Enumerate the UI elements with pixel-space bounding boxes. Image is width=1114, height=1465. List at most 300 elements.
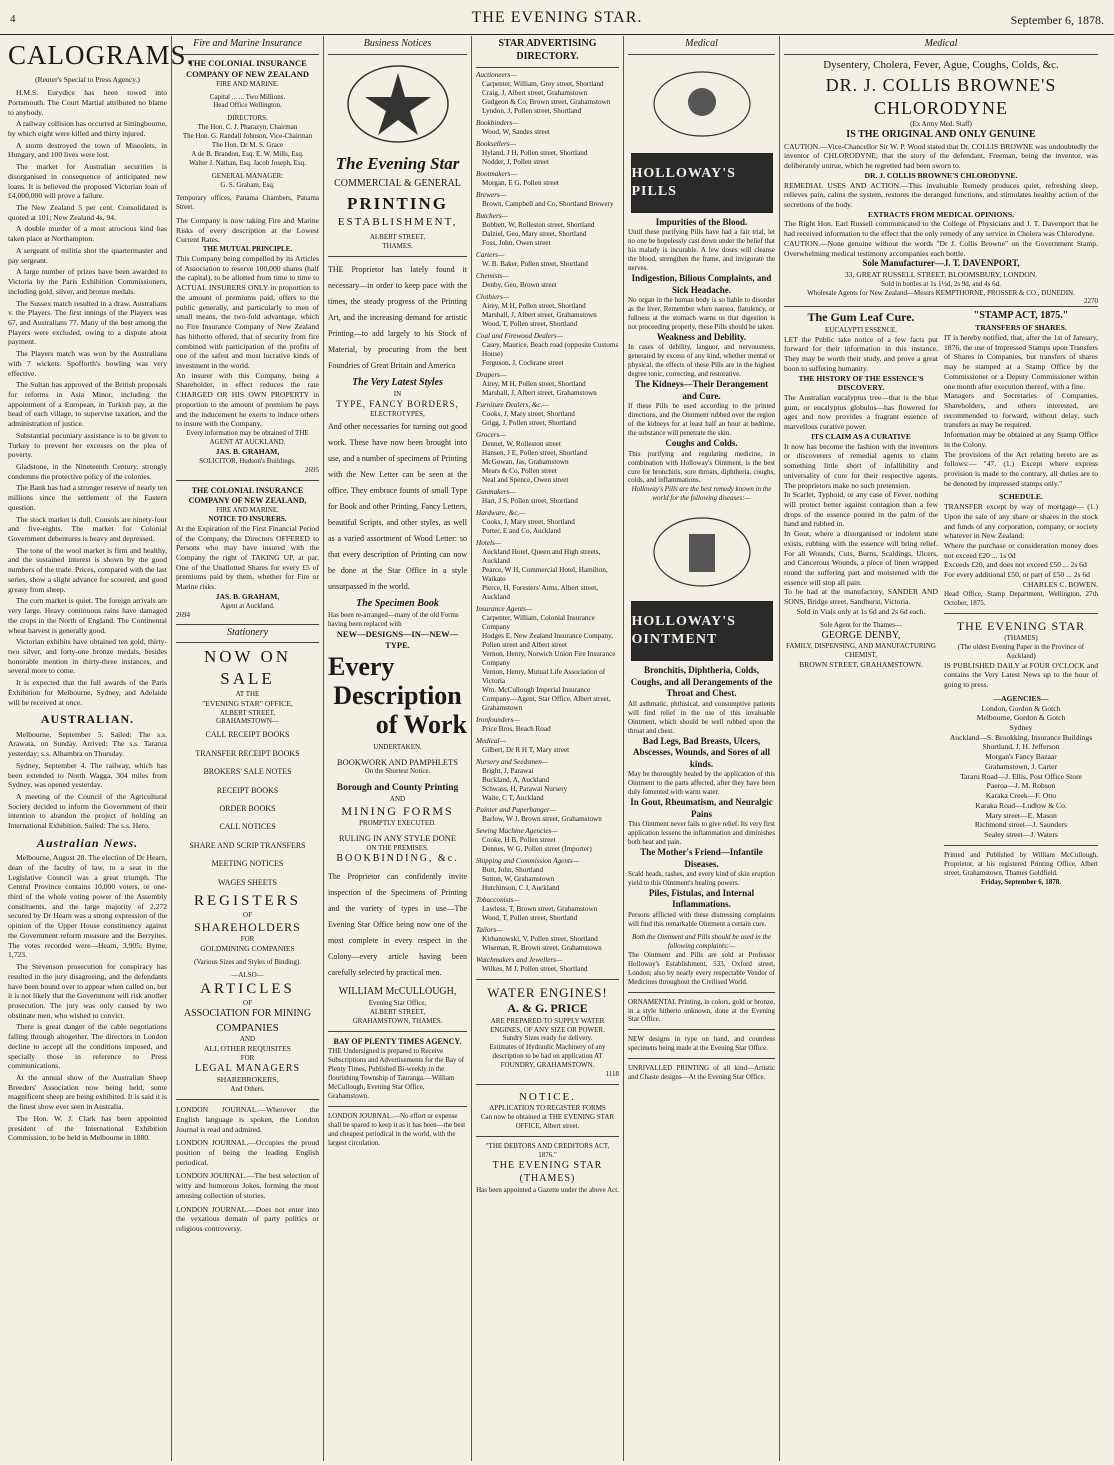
gum-leaf-body: LET the Public take notice of a few facts put forward for their information in this instance. They may be worth their study, and prove a great boon to suffering humanity. bbox=[784, 334, 938, 373]
articles: ARTICLES bbox=[200, 981, 295, 998]
holloway-footer-2: The Ointment and Pills are sold at Professor Holloway's Establishment, 533, Oxford street, London; also by nearly every respectable Vendor of Medicines throughout the Civilised World. bbox=[628, 950, 775, 986]
owner-name: WILLIAM McCULLOUGH, bbox=[338, 986, 457, 998]
evening-star-footer: THE EVENING STAR bbox=[956, 618, 1086, 633]
stamp-act-title: "STAMP ACT, 1875." bbox=[973, 310, 1069, 322]
h-coughs: Coughs and Colds. bbox=[665, 438, 738, 449]
calograms-paragraphs bbox=[8, 88, 167, 707]
stamp-body-3: Information may be obtained at any Stamp Office in the Colony. bbox=[944, 430, 1098, 449]
gum-claim-body-5: Sold in Vials only at 1s 6d and 2s 6d each. bbox=[796, 606, 926, 616]
directory-entry: Neal and Spence, Owen street bbox=[482, 475, 569, 484]
calogram-paragraph: H.M.S. Eurydice has been towed into Portsmouth. The Court Martial attributed no blame to anybody. bbox=[8, 88, 167, 117]
calogram-paragraph: Substantial pecuniary assistance is to be given to Turkey to prevent her excesses on the plea of poverty. bbox=[8, 430, 167, 460]
calogram-paragraph: The stock market is dull. Consols are ninety-four and five-eights. The market for Colonial Government debentures is heavy and depressed. bbox=[8, 514, 167, 544]
army-staff: (Ex Army Med. Staff) bbox=[910, 119, 972, 128]
electrotypes: ELECTROTYPES, bbox=[370, 410, 425, 419]
calogram-paragraph: A large number of prizes have been awarded to Victoria by the Paris Exhibition Commissioners, including gold, silver, and bronze medals. bbox=[8, 267, 167, 296]
calogram-paragraph: A double murder of a most atrocious kind has taken place at Northampton. bbox=[8, 224, 167, 244]
directory-entry: Cooks, J, Mary street, Shortland bbox=[482, 409, 575, 418]
agency-entry: Grahamstown, J. Carter bbox=[984, 761, 1058, 771]
agency-entry: Karaka Creek—F. Otto bbox=[985, 791, 1057, 801]
calogram-paragraph: Victorian exhibits have obtained ten gold, thirty-two silver, and forty-one bronze medals, besides honorable mention in thirty-three instances, and several more to come. bbox=[8, 637, 167, 676]
gum-claim-body-2: In Scarlet, Typhoid, or any case of Fever, nothing will protect better against contagion than a few drops of the essence poured in the palm of the hand and rubbed in. bbox=[784, 490, 938, 529]
dysentery-banner: Dysentery, Cholera, Fever, Ague, Coughs, Colds, &c. bbox=[823, 58, 1059, 71]
directory-entry: Carpenter, William, Grey street, Shortland bbox=[482, 79, 604, 88]
gum-leaf-sub: EUCALYPTI ESSENCE. bbox=[824, 325, 898, 334]
directory-entry: Ferguson, J, Cochrane street bbox=[482, 358, 564, 367]
price-ad-number: 1118 bbox=[605, 1070, 619, 1079]
insurance-agent: JAS. B. GRAHAM, bbox=[215, 446, 280, 456]
directory-entry: Carpenter, William, Colonial Insurance Company bbox=[482, 613, 595, 631]
b-piles: Persons afflicted with these distressing complaints will find this remarkable Ointment a certain cure. bbox=[628, 910, 775, 928]
chloro-name: DR. J. COLLIS BROWNE'S CHLORODYNE. bbox=[864, 170, 1018, 180]
directory-entry: Wood, T, Pollen street, Shortland bbox=[482, 319, 578, 328]
published-daily: IS PUBLISHED DAILY at FOUR O'CLOCK and contains the Very Latest News up to the hour of going to press. bbox=[944, 660, 1098, 690]
directory-category: Clothiers— bbox=[476, 292, 510, 301]
directory-entry: Gudgeon & Co, Brown street, Grahamstown bbox=[482, 97, 611, 106]
directory-category: Bookbinders— bbox=[476, 118, 519, 127]
australian-paragraph: Sydney, September 4. The railway, which has been extended to North Wagga, 304 miles from Sydney, was opened yesterday. bbox=[8, 760, 167, 790]
stationery-items bbox=[176, 726, 319, 892]
shortest-notice: On the Shortest Notice. bbox=[364, 767, 431, 776]
temporary-offices: Temporary offices, Panama Chambers, Panama Street. bbox=[176, 194, 319, 211]
directory-category: Tobacconists— bbox=[476, 895, 520, 904]
goldmining: GOLDMINING COMPANIES bbox=[200, 944, 295, 954]
h-indigestion: Indigestion, Bilious Complaints, and Sick Headache. bbox=[631, 273, 772, 295]
specimen-body: Has been re-arranged—many of the old Forms having been replaced with bbox=[328, 611, 459, 629]
directory-entry: Bobbett, W, Rolleston street, Shortland bbox=[482, 220, 595, 229]
agencies-list bbox=[944, 704, 1098, 840]
directory-entry: Morgan, E G, Pollen street bbox=[482, 178, 559, 187]
notice-title: THE COLONIAL INSURANCE COMPANY OF NEW ZEALAND, bbox=[188, 485, 307, 505]
registers: REGISTERS bbox=[193, 892, 301, 909]
directory-entry: Porter, E and Co, Auckland bbox=[482, 526, 561, 535]
director-line: The Hon. C. J. Pharazyn, Chairman bbox=[197, 123, 298, 132]
directory-category: Bootmakers— bbox=[476, 169, 517, 178]
ornamental-printing: ORNAMENTAL Printing, in colors, gold or bronze, in a style hitherto unknown, done at the Evening Star Office. bbox=[628, 997, 775, 1024]
stationery-item: CALL NOTICES bbox=[219, 822, 276, 832]
agency-entry: Karaka Road—Ludlow & Co. bbox=[975, 800, 1067, 810]
column-chlorodyne bbox=[780, 36, 1102, 1461]
calogram-paragraph: The Bank has had a stronger reserve of nearly ten millions since the settlement of the Eastern question. bbox=[8, 483, 167, 512]
london-journal-ads bbox=[176, 1105, 319, 1234]
gazette-body: Has been appointed a Gazette under the above Act. bbox=[476, 1185, 619, 1194]
insurance-body-3: An insurer with this Company, being a Shareholder, in effect reduces the rate CHARGED OR HIS OWN PROPERTY in proportion to the amount of premium he pays and the inducement he exerts to induce others to insure with the Company. bbox=[176, 370, 319, 429]
gum-leaf-column bbox=[784, 310, 938, 886]
agency-entry: Melbourne, Gordon & Gotch bbox=[976, 713, 1066, 723]
australian-news-heading: Australian News. bbox=[36, 835, 139, 850]
manufacturer-address: 33, GREAT RUSSELL STREET, BLOOMSBURY, LONDON. bbox=[844, 269, 1038, 279]
shareholders: SHAREHOLDERS bbox=[194, 920, 301, 935]
star-crest-icon bbox=[343, 59, 453, 149]
chloro-caution-2: CAUTION.—None genuine without the words "Dr J. Collis Browne" on the Government Stamp. Overwhelming medical testimony accompanies each bottle. bbox=[784, 238, 1098, 258]
owner-office: Evening Star Office, bbox=[368, 999, 427, 1008]
directory-entry: Lyndon, J, Pollen street, Shortland bbox=[482, 106, 582, 115]
chloro-ad-number: 2270 bbox=[1084, 297, 1098, 306]
directory-entry: Price Bros, Beach Road bbox=[482, 724, 551, 733]
directory-category: Booksellers— bbox=[476, 139, 516, 148]
ruling: RULING IN ANY STYLE DONE bbox=[338, 832, 457, 843]
latest-styles: The Very Latest Styles bbox=[352, 377, 443, 389]
notice-forms-2: Can now be obtained at THE EVENING STAR OFFICE, Albert street. bbox=[480, 1113, 615, 1131]
directory-entry: Hart, J S, Pollen street, Shortland bbox=[482, 496, 578, 505]
directory-entry: Dennes, W G, Pollen street (Importer) bbox=[482, 844, 592, 853]
agencies-heading: —AGENCIES— bbox=[993, 693, 1049, 703]
directory-category: Tailors— bbox=[476, 925, 503, 934]
directory-list bbox=[476, 71, 619, 974]
holloway-footer: Both the Ointment and Pills should be used in the following complaints:— bbox=[631, 932, 771, 950]
australian-paragraphs bbox=[8, 730, 167, 831]
directory-category: Grocers— bbox=[476, 430, 506, 439]
oldest-paper: (The oldest Evening Paper in the Province of Auckland) bbox=[957, 642, 1085, 660]
bop-body: THE Undersigned is prepared to Receive Subscriptions and Advertisements for the Bay of Plenty Times, Published Bi-weekly in the flourishing Township of Tauranga.—William McCullough, Evening Star Office, Grahamstown. bbox=[328, 1047, 465, 1101]
h-kidneys: The Kidneys—Their Derangement and Cure. bbox=[634, 379, 769, 401]
price-body-2: Estimates of Hydraulic Machinery of any description to be had on application AT FOUNDRY, GRAHAMSTOWN. bbox=[489, 1043, 606, 1070]
undertaken: UNDERTAKEN. bbox=[373, 742, 422, 751]
australian-news-paragraphs bbox=[8, 853, 167, 1143]
price-body: ARE PREPARED TO SUPPLY WATER ENGINES, OF ANY SIZE OR POWER. bbox=[490, 1016, 605, 1034]
notice-forms: APPLICATION TO REGISTER FORMS bbox=[489, 1104, 606, 1113]
sharebrokers: SHAREBROKERS, bbox=[216, 1075, 279, 1085]
column-insurance bbox=[172, 36, 324, 1461]
directory-entry: Casey, Maurice, Beach road (opposite Customs House) bbox=[482, 340, 619, 358]
newspaper-title: THE EVENING STAR. bbox=[471, 9, 643, 26]
bop-heading: BAY OF PLENTY TIMES AGENCY. bbox=[333, 1037, 462, 1047]
gum-history-body: The Australian eucalyptus tree—that is the blue gum, or eucalyptus globulus—has flowered for ages and now provides a fragrant essence of marvellous curative power. bbox=[784, 393, 938, 432]
chloro-sold: Sold in bottles at 1s 1½d, 2s 9d, and 4s 6d. bbox=[881, 279, 1001, 288]
australian-news-paragraph: Melbourne, August 28. The election of Dr Hearn, dean of the faculty of law, to a seat in the Legislative Council was a great triumph. The Central Province contains 10,000 voters, or one-third of the whole voting power of the Assembly constituents, and the large majority of 2,272 secured by Dr Hearn was a strong expression of the opinion of the Upper House constituency against the Government reform measure and the Berryites. The votes recorded were—Hearn, 3,905; Byrne, 1,723. bbox=[8, 853, 167, 960]
directory-entry: Lawless, T, Brown street, Grahamstown bbox=[482, 904, 598, 913]
schedule-4: For every additional £50, or part of £50 ... 2s 6d bbox=[944, 570, 1090, 580]
manager-name: G. S. Graham, Esq. bbox=[220, 181, 275, 190]
h-weakness: Weakness and Debility. bbox=[656, 331, 747, 342]
bookbinding: BOOKBINDING, &c. bbox=[336, 852, 459, 864]
b-mother: Scald heads, rashes, and every kind of skin eruption yield to this Ointment's healing powers. bbox=[628, 870, 775, 887]
notice-sign-role: Agent at Auckland. bbox=[220, 601, 275, 610]
director-line: The Hon. Dr M. S. Grace bbox=[211, 141, 284, 150]
and-label: AND bbox=[239, 1035, 256, 1044]
holloway-pills-logo: HOLLOWAY'S PILLS bbox=[631, 153, 773, 213]
debtors-act: "THE DEBTORS AND CREDITORS ACT, 1876." bbox=[485, 1142, 610, 1160]
printing-heading: PRINTING bbox=[346, 194, 448, 214]
every: Every bbox=[328, 651, 395, 681]
directory-entry: Hutchinson, C J, Auckland bbox=[482, 883, 560, 892]
printing-body-3: The Proprietor can confidently invite inspection of the Specimens of Printing and the variety of types in use—The Evening Star Office being now one of the most complete in every respect in the Colony—every article having been carefully selected by practical men. bbox=[328, 872, 467, 978]
stationery-item: ORDER BOOKS bbox=[219, 803, 276, 813]
description: Description bbox=[333, 681, 462, 711]
all-other-requisites: ALL OTHER REQUISITES bbox=[203, 1043, 292, 1053]
directory-category: Furniture Dealers, &c.— bbox=[476, 400, 549, 409]
at-the: AT THE bbox=[235, 689, 260, 698]
owner-street: ALBERT STREET, bbox=[369, 1008, 426, 1017]
australian-news-paragraph: There is great danger of the cable negotiations falling through altogether. The directors in London decline to accept all the conditions imposed, and specially those in reference to Press communications. bbox=[8, 1022, 167, 1071]
stamp-act-column bbox=[944, 310, 1098, 886]
directory-entry: Marshall, J, Albert street, Grahamstown bbox=[482, 388, 597, 397]
est-town: THAMES. bbox=[382, 242, 413, 251]
director-line: A de B. Brandon, Esq. E. W. Mills, Esq. bbox=[191, 150, 304, 159]
schedule-office: Head Office, Stamp Department, Wellington, 27th October, 1875. bbox=[944, 589, 1098, 607]
stationery-street: ALBERT STREET, bbox=[219, 708, 276, 717]
directors-heading: DIRECTORS. bbox=[227, 114, 268, 123]
notice-heading: NOTICE. bbox=[518, 1091, 577, 1104]
printing-body: THE Proprietor has lately found it necessary—in order to keep pace with the times, the steady progress of the Printing Art, and the increasing demand for artistic Printing—to add largely to his Stock of Material, by procuring from the best Foundries of Great Britain and America bbox=[328, 265, 467, 371]
london-journal-ad: LONDON JOURNAL.—The best selection of witty and humorous Jokes, forming the most amusing collection of stories. bbox=[176, 1171, 319, 1200]
directory-entry: Wilkes, M J, Pollen street, Shortland bbox=[482, 964, 588, 973]
premises: ON THE PREMISES. bbox=[366, 843, 429, 852]
insurance-ad-number: 2695 bbox=[305, 465, 319, 474]
australian-news-paragraph: The Stevenson prosecution for conspiracy has resulted in the jury disagreeing, and the defendants have been bound over to appear when called on, but it is not likely that the Government will risk another prosecution. The jury was only caused by two obstinate men, who wished to convict. bbox=[8, 962, 167, 1020]
notice-kind: FIRE AND MARINE. bbox=[216, 505, 279, 514]
promptly: PROMPTLY EXECUTED. bbox=[359, 818, 436, 827]
printing-dept: COMMERCIAL & GENERAL bbox=[334, 177, 461, 189]
gum-agent-name: GEORGE DENBY, bbox=[821, 629, 901, 641]
directory-title: STAR ADVERTISING DIRECTORY. bbox=[476, 36, 619, 68]
column-directory bbox=[472, 36, 624, 1461]
h-impurities: Impurities of the Blood. bbox=[655, 216, 748, 227]
chloro-extracts: EXTRACTS FROM MEDICAL OPINIONS. bbox=[868, 209, 1014, 219]
agency-entry: Mary street—E. Mason bbox=[985, 810, 1057, 820]
section-fire-marine: Fire and Marine Insurance bbox=[176, 36, 319, 55]
directory-entry: Dalziel, Geo, Mary street, Shortland bbox=[482, 229, 587, 238]
agency-entry: Sealey street—J. Waters bbox=[984, 829, 1058, 839]
owner-town: GRAHAMSTOWN, THAMES. bbox=[352, 1017, 443, 1026]
companies: COMPANIES bbox=[216, 1021, 279, 1034]
insurance-office: Head Office Wellington. bbox=[213, 101, 282, 110]
directory-entry: Cooke, H B, Pollen street bbox=[482, 835, 556, 844]
insurance-kind: FIRE AND MARINE. bbox=[216, 79, 279, 88]
diseases-list-intro: Holloway's Pills are the best remedy known in the world for the following diseases:— bbox=[631, 485, 772, 503]
manager-heading: GENERAL MANAGER: bbox=[211, 172, 284, 181]
section-medical-2: Medical bbox=[784, 36, 1098, 55]
agency-entry: Richmond street—J. Saunders bbox=[974, 820, 1068, 830]
directory-entry: Wiseman, R, Brown street, Grahamstown bbox=[482, 943, 602, 952]
stationery-item: SHARE AND SCRIP TRANSFERS bbox=[189, 840, 306, 850]
borough-and: AND bbox=[389, 794, 406, 803]
directory-entry: Sutton, W, Grahamstown bbox=[482, 874, 555, 883]
issue-date: September 6, 1878. bbox=[1010, 13, 1104, 27]
directory-category: Auctioneers— bbox=[476, 70, 517, 79]
calogram-paragraph: A railway collision has occurred at Sittingbourne, by which eight were killed and thirty injured. bbox=[8, 119, 167, 139]
stationery-item: WAGES SHEETS bbox=[218, 877, 277, 887]
b-kidneys: If these Pills be used according to the printed directions, and the Ointment rubbed over the region of the kidneys for at least half an hour at bedtime, the substance will penetrate the skin. bbox=[628, 402, 775, 438]
articles-of: OF bbox=[243, 999, 252, 1008]
chloro-caution: CAUTION.—Vice-Chancellor Sir W. P. Wood stated that Dr. COLLIS BROWNE was undoubtedly the inventor of CHLORODYNE; that the story of the defendant, Freeman, being the inventor, was deliberately untrue, which he regretted had been sworn to. bbox=[784, 141, 1098, 171]
gum-history: THE HISTORY OF THE ESSENCE'S DISCOVERY. bbox=[798, 373, 924, 393]
also: —ALSO— bbox=[231, 971, 264, 980]
gum-claim-body-4: To be had at the manufactory, SANDER AND SONS, Bridge street, Sandhurst, Victoria. bbox=[784, 587, 938, 607]
schedule-3: Exceeds £20, and does not exceed £50 ... 2s 6d bbox=[944, 560, 1087, 570]
directory-category: Butchers— bbox=[476, 211, 508, 220]
establishment: ESTABLISHMENT, bbox=[337, 216, 458, 229]
h-badlegs: Bad Legs, Bad Breasts, Ulcers, Abscesses, Wounds, and Sores of all kinds. bbox=[633, 735, 770, 769]
registers-for: FOR bbox=[240, 935, 255, 944]
price-name: A. & G. PRICE bbox=[507, 1001, 588, 1016]
agency-entry: Shortland, J. H. Jefferson bbox=[982, 742, 1060, 752]
directory-entry: Auckland Hotel, Queen and High streets, Auckland bbox=[482, 547, 601, 565]
stamp-body-4: The provisions of the Act relating hereto are as follows:— "47. (1.) Except where express provision is made to the contrary, all duties are to be denoted by impressed stamps only." bbox=[944, 449, 1098, 488]
schedule-1: TRANSFER except by way of mortgage— (1.) Upon the sale of any share or shares in the stock and funds of any corporation, company, or society whatever in New Zealand: bbox=[944, 502, 1098, 541]
chlorodyne-title: DR. J. COLLIS BROWNE'S CHLORODYNE bbox=[825, 74, 1057, 118]
directory-entry: Wood, T, Pollen street, Shortland bbox=[482, 913, 578, 922]
notice-head: NOTICE TO INSURERS. bbox=[208, 514, 287, 523]
new-designs: NEW—DESIGNS—IN—NEW—TYPE. bbox=[336, 629, 459, 650]
directory-category: Chemists— bbox=[476, 271, 509, 280]
gum-claim-body: It now has become the fashion with the inventors or discoverers of remedial agents to claim something little short of infallibility and universality of cure for their respective agents. The proprietors make no such pretension. bbox=[784, 441, 938, 490]
agency-entry: Paeroa—J. M. Robson bbox=[986, 781, 1056, 791]
stamp-body-2: Managers and Secretaries of Companies, Shareholders, and others interested, are recommended to forward, without delay, such transfers as may be required. bbox=[944, 391, 1098, 430]
directory-category: Brewers— bbox=[476, 190, 507, 199]
section-medical: Medical bbox=[628, 36, 775, 55]
insurance-agent-role: SOLICITOR, Hudson's Buildings. bbox=[199, 456, 296, 465]
london-journal-ad: LONDON JOURNAL.—Occupies the proud position of being the leading English periodical. bbox=[176, 1138, 319, 1167]
calogram-paragraph: The New Zealand 5 per cent. Consolidated is quoted at 101; New Zealand 4s, 94. bbox=[8, 203, 167, 222]
directory-entry: Brown, Campbell and Co, Shortland Brewery bbox=[482, 199, 614, 208]
calogram-paragraph: The corn market is quiet. The foreign arrivals are very large. Heavy continuous rains have damaged the crops in the North of England. The Continental wheat harvest is generally good. bbox=[8, 596, 167, 635]
gum-claim: ITS CLAIM AS A CURATIVE bbox=[811, 431, 911, 441]
directory-entry: Barlow, W J, Brown street, Grahamstown bbox=[482, 814, 602, 823]
insurance-info: Every information may be obtained of THE AGENT AT AUCKLAND. bbox=[186, 428, 309, 446]
association: ASSOCIATION FOR MINING bbox=[183, 1008, 312, 1020]
insurance-body: The Company is now taking Fire and Marine Risks of every description at the Lowest Current Rates. bbox=[176, 215, 319, 245]
stationery-item: RECEIPT BOOKS bbox=[216, 785, 279, 795]
gum-agent-job: FAMILY, DISPENSING, AND MANUFACTURING CHEMIST, bbox=[785, 642, 936, 660]
evening-star-title: The Evening Star bbox=[335, 153, 460, 173]
masthead bbox=[0, 0, 1114, 35]
insurance-capital: Capital ... ... Two Millions. bbox=[209, 92, 286, 101]
and-others: And Others. bbox=[230, 1085, 265, 1094]
agency-entry: London, Gordon & Gotch bbox=[981, 703, 1061, 713]
calogram-paragraph: The tone of the wool market is firm and healthy, and the sustained interest is shown by the good numbers of the trade. Prices, compared with the last series, show a slight advance for scoured, and good greasy from sheep. bbox=[8, 545, 167, 594]
sole-manufacturer: Sole Manufacturer—J. T. DAVENPORT, bbox=[862, 258, 1020, 269]
director-line: Walter J. Nathan, Esq. Jacob Joseph, Esq. bbox=[189, 159, 306, 168]
h-bronchitis: Bronchitis, Diphtheria, Colds, Coughs, and all Derangements of the Throat and Chest. bbox=[630, 665, 773, 699]
calogram-paragraph: A storm destroyed the town of Miseolets, in Hungary, and 100 lives were lost. bbox=[8, 140, 167, 160]
directory-entry: Craig, J, Albert street, Grahamstown bbox=[482, 88, 588, 97]
directory-entry: Wm. McCullough Imperial Insurance Company—Agent, Star Office, Albert street, Grahamstown bbox=[482, 685, 611, 712]
section-business: Business Notices bbox=[328, 36, 467, 55]
b-impurities: Until these purifying Pills have had a fair trial, let no one be hopelessly cast down under the belief that his malady is incurable. A few doses will cleanse the blood, strengthen the frame, and invigorate the nerves. bbox=[628, 228, 775, 273]
directory-entry: Schwass, H, Parawai Nursery bbox=[482, 784, 568, 793]
stationery-town: GRAHAMSTOWN— bbox=[216, 717, 279, 726]
directory-entry: Kirbanowski, V, Pollen street, Shortland bbox=[482, 934, 598, 943]
directory-entry: Hansen, J E, Pollen street, Shortland bbox=[482, 448, 588, 457]
directory-entry: Marshall, J, Albert street, Grahamstown bbox=[482, 310, 597, 319]
directory-entry: Vernon, Henry, Norwich Union Fire Insurance Company bbox=[482, 649, 616, 667]
australian-news-paragraph: The Hon. W. J. Clark has been appointed president of the International Exhibition Commission, to be held in Melbourne in 1880. bbox=[8, 1113, 167, 1143]
h-gout: In Gout, Rheumatism, and Neuralgic Pains bbox=[630, 797, 773, 819]
original-genuine: IS THE ORIGINAL AND ONLY GENUINE bbox=[846, 128, 1036, 140]
directory-entry: Dennet, W, Rolleston street bbox=[482, 439, 561, 448]
directory-entry: Foss, John, Owen street bbox=[482, 238, 551, 247]
agency-entry: Sydney bbox=[1009, 723, 1033, 733]
b-weakness: In cases of debility, languor, and nervousness, generated by excess of any kind, whether mental or physical, the effects of these Pills are in the highest degree tonic, correcting, and restorative. bbox=[628, 343, 775, 379]
b-badlegs: May be thoroughly healed by the application of this Ointment to the parts affected, after they have been duly fomented with warm water. bbox=[628, 770, 775, 797]
directory-category: Carters— bbox=[476, 250, 505, 259]
calogram-paragraph: The Sussex match resulted in a draw. Australians v. the Players. The first innings of the Players was 67, and Australians 77. Many of the best among the Players were excluded, owing to a dispute about payment. bbox=[8, 298, 167, 347]
directory-category: Coal and Firewood Dealers— bbox=[476, 331, 563, 340]
directory-entry: Wood, W, Sandes street bbox=[482, 127, 550, 136]
directory-category: Nursery and Seedsmen— bbox=[476, 757, 549, 766]
directory-entry: Hyland, J H, Pollen street, Shortland bbox=[482, 148, 588, 157]
b-gout: This Ointment never fails to give relief. Its very first application lessens the inflammation and diminishes both heat and pain. bbox=[628, 820, 775, 847]
calogram-paragraph: The Players match was won by the Australians with 7 wickets. Spofforth's bowling was very effective. bbox=[8, 349, 167, 378]
column-business bbox=[324, 36, 472, 1461]
directory-category: Shipping and Commission Agents— bbox=[476, 856, 580, 865]
calogram-paragraph: The Sultan has approved of the British proposals for reforms in Asia Minor, including the appointment of a European, in Turkish pay, at the head of each village, to supervise taxation, and the administration of justice. bbox=[8, 380, 167, 429]
agency-entry: Tararu Road—J. Ellis, Post Office Store bbox=[960, 771, 1082, 781]
type-borders: TYPE, FANCY BORDERS, bbox=[336, 398, 459, 409]
directory-entry: Airey, M H, Pollen street, Shortland bbox=[482, 301, 586, 310]
calogram-paragraph: The market for Australian securities is disorganised in consequence of anticipated new loans. It is believed the proposed Victorian loan of £4,000,000 will prove a failure. bbox=[8, 162, 167, 201]
director-line: The Hon. G. Randall Johnson, Vice-Chairman bbox=[182, 132, 313, 141]
gum-agent-addr: BROWN STREET, GRAHAMSTOWN. bbox=[799, 660, 923, 670]
mutual-principle: THE MUTUAL PRINCIPLE. bbox=[202, 245, 293, 254]
est-street: ALBERT STREET, bbox=[369, 233, 426, 242]
directory-entry: Vernon, Henry, Mutual Life Association of Victoria bbox=[482, 667, 606, 685]
b-coughs: This purifying and regulating medicine, in combination with Holloway's Ointment, is the best cure for bronchitis, sore throats, diphtheria, coughs, colds, and inflammations. bbox=[628, 449, 775, 485]
schedule-2: Where the purchase or consideration money does not exceed £20 ... 1s 0d bbox=[944, 541, 1098, 560]
directory-entry: Nodder, J, Pollen street bbox=[482, 157, 549, 166]
australian-news-paragraph: At the annual show of the Australian Sheep Breeders' Association now being held, some magnificent sheep are being exhibited. It is said it is the finest show ever seen in Australia. bbox=[8, 1072, 167, 1112]
australian-paragraph: A meeting of the Council of the Agricultural Society decided to inform the Government of their intention to abandon the project of holding an International Exhibition. Sailed: The s.s. Hero. bbox=[8, 791, 167, 831]
notice-ad-number: 2694 bbox=[176, 610, 190, 619]
london-journal-ad: LONDON JOURNAL.—Wherever the English language is spoken, the London Journal is read and admired. bbox=[176, 1105, 319, 1134]
gum-leaf-title: The Gum Leaf Cure. bbox=[807, 310, 915, 325]
printed-by: Printed and Published by William McCullough, Proprietor, at his registered Printing Office, Albert street, Grahamstown, Thames Goldfield. bbox=[944, 850, 1098, 877]
new-designs-note: NEW designs in type on hand, and countless specimens being made at the Evening Star Office. bbox=[628, 1035, 775, 1053]
directory-entry: Cooks, J, Mary street, Shortland bbox=[482, 517, 575, 526]
now-on-sale: NOW ON SALE bbox=[203, 647, 292, 689]
calograms-subheader: (Reuter's Special to Press Agency.) bbox=[35, 74, 140, 84]
requisites-for: FOR bbox=[240, 1053, 255, 1062]
stationery-item: CALL RECEIPT BOOKS bbox=[205, 730, 290, 740]
directory-category: Medical— bbox=[476, 736, 506, 745]
legal-managers: LEGAL MANAGERS bbox=[194, 1062, 300, 1074]
australian-heading: AUSTRALIAN. bbox=[40, 712, 135, 727]
h-piles: Piles, Fistulas, and Internal Inflammations. bbox=[648, 887, 755, 910]
borough-printing: Borough and County Printing bbox=[336, 783, 459, 794]
schedule-sign: CHARLES C. BOWEN. bbox=[1022, 579, 1098, 589]
binding-styles: (Various Sizes and Styles of Binding). bbox=[194, 958, 301, 967]
directory-entry: Waite, C T, Auckland bbox=[482, 793, 544, 802]
directory-category: Gunmakers— bbox=[476, 487, 516, 496]
notice-sign: JAS. B. GRAHAM, bbox=[215, 591, 280, 601]
directory-entry: Bright, J, Parawai bbox=[482, 766, 534, 775]
directory-entry: Hodges E, New Zealand Insurance Company, Pollen street and Albert street bbox=[482, 631, 614, 649]
unrivalled-printing: UNRIVALLED PRINTING of all kind—Artistic and Chaste designs—At the Evening Star Office. bbox=[628, 1064, 775, 1082]
directory-entry: Airey, M H, Pollen street, Shortland bbox=[482, 379, 586, 388]
directory-entry: Butt, John, Shortland bbox=[482, 865, 544, 874]
specimen-book: The Specimen Book bbox=[356, 598, 439, 610]
directory-entry: McGowan, Jas, Grahamstown bbox=[482, 457, 569, 466]
footer-date: Friday, September 6, 1878. bbox=[981, 877, 1061, 886]
b-indigestion: No organ in the human body is so liable to disorder as the liver. Remember when nausea, flatulency, or fullness at the stomach warns us that digestion is not proceeding properly, these Pills should be taken. bbox=[628, 296, 775, 331]
seated-figure-icon bbox=[647, 507, 757, 597]
printing-body-2: And other necessaries for turning out good work. These have now been brought into use, and a number of specimens of Printing with the New Letter can be seen at the office. They embrace founts of small Type for Book and other Printing, Fancy Letters, beautiful Scripts, and other styles, as well as a varied assortment of Wood Letter: so that every description of Printing can now be done at the Star Office in a style unsurpassed in the world. bbox=[328, 422, 467, 592]
b-bronchitis: All asthmatic, phthisical, and consumptive patients will find relief in the use of this invaluable Ointment, which should be well rubbed upon the throat and chest. bbox=[628, 699, 775, 735]
chloro-russell: The Right Hon. Earl Russell communicated to the College of Physicians and J. T. Davenport that he had received information to the effect that the only remedy of any service in Cholera was Chlorodyne. bbox=[784, 219, 1098, 239]
agency-entry: Morgan's Fancy Bazaar bbox=[985, 752, 1057, 762]
stationery-item: MEETING NOTICES bbox=[211, 859, 284, 869]
insurance-title: THE COLONIAL INSURANCE COMPANY OF NEW ZEALAND bbox=[185, 57, 309, 79]
section-stationery: Stationery bbox=[176, 624, 319, 644]
directory-category: Hardware, &c.— bbox=[476, 508, 526, 517]
holloway-crest-icon bbox=[647, 59, 757, 149]
latest-in: IN bbox=[393, 389, 402, 398]
registers-of: OF bbox=[243, 911, 252, 920]
directory-category: Drapers— bbox=[476, 370, 507, 379]
directory-entry: Mears & Co, Pollen street bbox=[482, 466, 557, 475]
bookwork: BOOKWORK AND PAMPHLETS bbox=[336, 756, 459, 767]
